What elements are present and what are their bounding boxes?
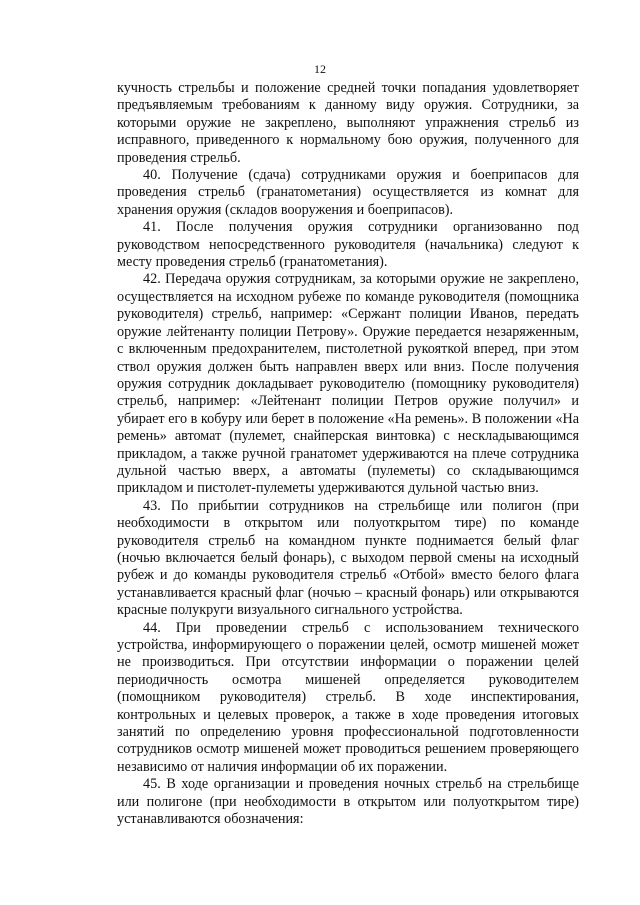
paragraph-42: 42. Передача оружия сотрудникам, за которыми оружие не закреплено, осуществляется на исходном рубеже по команде руководителя (помощника руководителя) стрельб, например: «Сержант полиции Иванов, передать оружие лейтенанту полиции Петрову». Оружие передается незаряженным, с включенным предохранителем, пистолетной рукояткой вперед, при этом ствол оружия должен быть направлен вверх или вниз. После получения оружия сотрудник докладывает руководителю (помощнику руководителя) стрельб, например: «Лейтенант полиции Петров оружие получил» и убирает его в кобуру или берет в положение «На ремень». В положении «На ремень» автомат (пулемет, снайперская винтовка) с нескладывающимся прикладом, а также ручной гранатомет удерживаются на плече сотрудника дульной частью вверх, а автоматы (пулеметы) со складывающимся прикладом и пистолет-пулеметы удерживаются дульной частью вниз. [117, 271, 579, 497]
paragraph-43: 43. По прибытии сотрудников на стрельбище или полигон (при необходимости в открытом или полуоткрытом тире) по команде руководителя стрельб на командном пункте поднимается белый флаг (ночью включается белый фонарь), с выходом первой смены на исходный рубеж и до команды руководителя стрельб «Отбой» вместо белого флага устанавливается красный флаг (ночью – красный фонарь) или открываются красные полукруги визуального сигнального устройства. [117, 497, 579, 619]
paragraph-44: 44. При проведении стрельб с использованием технического устройства, информирующего о поражении целей, осмотр мишеней может не производиться. При отсутствии информации о поражении целей периодичность осмотра мишеней определяется руководителем (помощником руководителя) стрельб. В ходе инспектирования, контрольных и целевых проверок, а также в ходе проведения итоговых занятий по определению уровня профессиональной подготовленности сотрудников осмотр мишеней может проводиться решением проверяющего независимо от наличия информации об их поражении. [117, 619, 579, 775]
page-number: 12 [314, 62, 326, 76]
paragraph-40: 40. Получение (сдача) сотрудниками оружия и боеприпасов для проведения стрельб (гранатометания) осуществляется из комнат для хранения оружия (складов вооружения и боеприпасов). [117, 167, 579, 218]
paragraph-continuation: кучность стрельбы и положение средней точки попадания удовлетворяет предъявляемым требованиям к данному виду оружия. Сотрудники, за которыми оружие не закреплено, выполняют упражнения стрельб из исправного, приведенного к нормальному бою оружия, полученного для проведения стрельб. [117, 80, 579, 166]
paragraph-41: 41. После получения оружия сотрудники организованно под руководством непосредственного руководителя (начальника) следуют к месту проведения стрельб (гранатометания). [117, 219, 579, 271]
body-text [117, 80, 579, 828]
paragraph-45: 45. В ходе организации и проведения ночных стрельб на стрельбище или полигоне (при необходимости в открытом или полуоткрытом тире) устанавливаются обозначения: [117, 776, 579, 828]
